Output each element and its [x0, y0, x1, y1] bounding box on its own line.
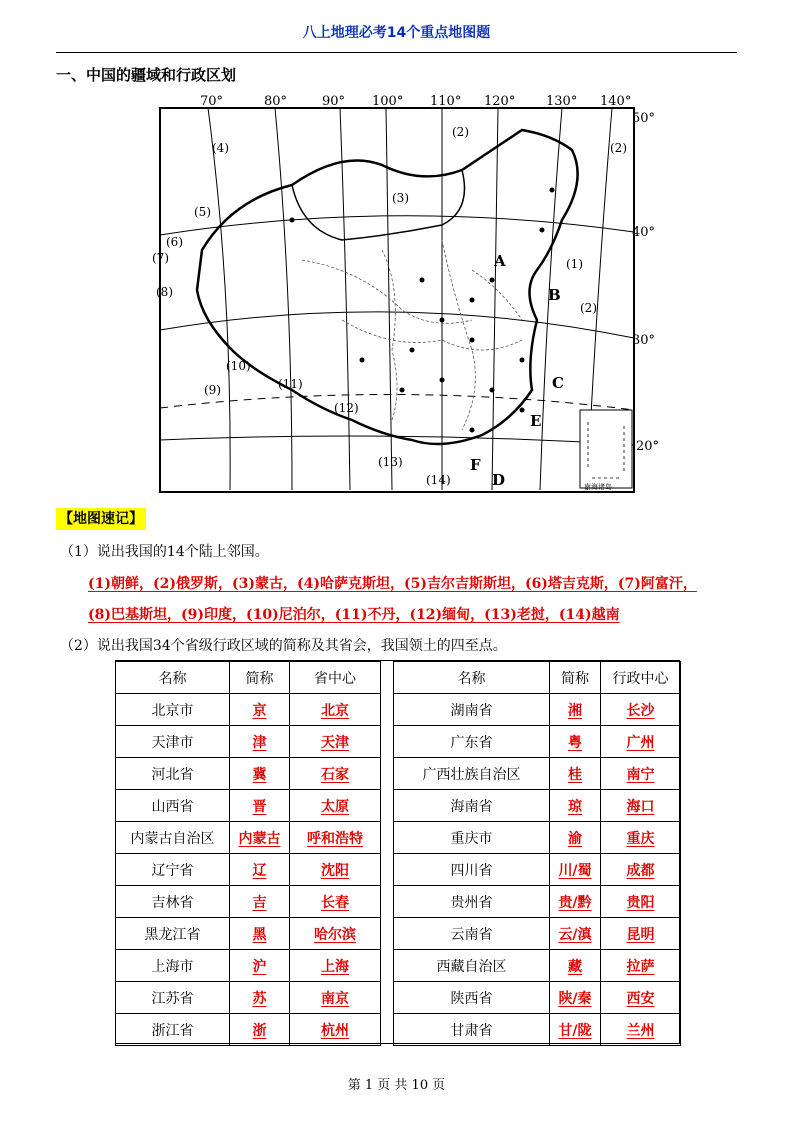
header-rule	[56, 52, 737, 53]
capital-answer: 广州	[626, 734, 655, 751]
neighbor-marker: (5)	[194, 205, 211, 219]
answer-1-line-1: (1)朝鲜，(2)俄罗斯，(3)蒙古，(4)哈萨克斯坦，(5)吉尔吉斯斯坦，(6)塔吉克斯，(7)阿富汗，	[88, 576, 697, 592]
capital-answer: 呼和浩特	[307, 830, 363, 847]
table-row	[116, 982, 381, 1014]
neighbor-marker: (9)	[204, 383, 221, 397]
neighbor-marker: (1)	[566, 257, 583, 271]
neighbor-marker: (2)	[452, 125, 469, 139]
capital-cell	[601, 918, 681, 950]
province-name-cell: 黑龙江省	[116, 918, 230, 950]
abbreviation-answer: 桂	[568, 766, 582, 783]
table-row	[116, 726, 381, 758]
abbreviation-answer: 黑	[252, 926, 267, 943]
abbreviation-answer: 吉	[252, 894, 267, 911]
province-name-cell: 广西壮族自治区	[394, 758, 550, 790]
abbreviation-answer: 晋	[252, 798, 267, 815]
capital-cell	[601, 950, 681, 982]
abbreviation-answer: 沪	[252, 958, 267, 975]
lon-label: 70°	[200, 94, 224, 109]
province-table-left	[115, 661, 381, 1046]
province-table	[115, 660, 680, 1044]
abbreviation-cell	[230, 854, 290, 886]
capital-answer: 拉萨	[626, 958, 655, 975]
table-row	[116, 1014, 381, 1046]
abbreviation-cell	[230, 918, 290, 950]
table-row	[394, 918, 681, 950]
table-row	[394, 790, 681, 822]
abbreviation-answer: 渝	[568, 830, 582, 847]
table-row	[394, 950, 681, 982]
province-name-cell: 浙江省	[116, 1014, 230, 1046]
capital-cell	[290, 982, 381, 1014]
capital-cell	[290, 758, 381, 790]
capital-cell	[601, 726, 681, 758]
capital-answer: 重庆	[626, 830, 655, 847]
capital-answer: 南京	[321, 990, 349, 1007]
table-row	[116, 790, 381, 822]
lon-label: 140°	[600, 94, 632, 109]
abbreviation-cell	[230, 1014, 290, 1046]
capital-answer: 哈尔滨	[314, 926, 356, 943]
answer-1-line-2: (8)巴基斯坦，(9)印度，(10)尼泊尔，(11)不丹，(12)缅甸，(13)老挝，(14)越南	[88, 607, 620, 623]
neighbor-marker: (14)	[426, 473, 451, 487]
table-row	[394, 982, 681, 1014]
abbreviation-cell	[550, 758, 601, 790]
table-header-row	[116, 662, 381, 694]
lon-label: 100°	[372, 94, 404, 109]
table-row	[394, 1014, 681, 1046]
table-row	[394, 854, 681, 886]
capital-answer: 杭州	[321, 1022, 349, 1039]
abbreviation-answer: 粤	[568, 734, 582, 751]
capital-cell	[601, 790, 681, 822]
column-header: 行政中心	[601, 662, 681, 694]
abbreviation-answer: 辽	[252, 862, 267, 879]
capital-answer: 兰州	[626, 1022, 655, 1039]
table-row	[116, 950, 381, 982]
province-name-cell: 辽宁省	[116, 854, 230, 886]
capital-answer: 太原	[321, 798, 349, 815]
capital-answer: 长春	[321, 894, 349, 911]
quicknote-tag: 【地图速记】	[56, 508, 146, 530]
column-header: 省中心	[290, 662, 381, 694]
capital-cell	[290, 790, 381, 822]
abbreviation-answer: 津	[252, 734, 267, 751]
table-header-row	[394, 662, 681, 694]
capital-cell	[601, 886, 681, 918]
neighbor-marker: (3)	[392, 191, 409, 205]
neighbor-marker: (8)	[156, 285, 173, 299]
china-map	[142, 90, 660, 496]
abbreviation-cell	[550, 822, 601, 854]
section-title: 一、中国的疆域和行政区划	[56, 66, 237, 84]
lat-label: 50°	[632, 111, 656, 126]
province-name-cell: 四川省	[394, 854, 550, 886]
province-name-cell: 广东省	[394, 726, 550, 758]
capital-cell	[601, 758, 681, 790]
abbreviation-answer: 贵/黔	[558, 894, 592, 911]
table-row	[394, 886, 681, 918]
abbreviation-answer: 藏	[568, 958, 582, 975]
abbreviation-cell	[230, 822, 290, 854]
neighbor-marker: (11)	[278, 377, 303, 391]
abbreviation-answer: 陕/秦	[558, 990, 592, 1007]
abbreviation-cell	[230, 758, 290, 790]
capital-cell	[290, 950, 381, 982]
capital-cell	[290, 694, 381, 726]
question-1: （1）说出我国的14个陆上邻国。	[60, 544, 269, 560]
lon-label: 80°	[264, 94, 288, 109]
neighbor-marker: (6)	[166, 235, 183, 249]
abbreviation-answer: 苏	[252, 990, 267, 1007]
abbreviation-cell	[550, 886, 601, 918]
abbreviation-answer: 内蒙古	[238, 830, 281, 847]
abbreviation-cell	[550, 982, 601, 1014]
province-name-cell: 河北省	[116, 758, 230, 790]
lat-label: 40°	[632, 225, 656, 240]
abbreviation-cell	[230, 982, 290, 1014]
capital-cell	[290, 918, 381, 950]
capital-cell	[601, 1014, 681, 1046]
province-name-cell: 西藏自治区	[394, 950, 550, 982]
province-name-cell: 贵州省	[394, 886, 550, 918]
neighbor-marker: (2)	[580, 301, 597, 315]
abbreviation-answer: 冀	[252, 766, 267, 783]
table-row	[394, 726, 681, 758]
inset-label: 南海诸岛	[584, 483, 612, 491]
neighbor-marker: (10)	[226, 359, 251, 373]
abbreviation-cell	[550, 726, 601, 758]
abbreviation-cell	[550, 694, 601, 726]
capital-answer: 天津	[321, 734, 349, 751]
province-name-cell: 山西省	[116, 790, 230, 822]
province-name-cell: 海南省	[394, 790, 550, 822]
sea-label: D	[492, 471, 506, 489]
capital-answer: 上海	[321, 958, 349, 975]
sea-label: B	[548, 286, 561, 304]
province-name-cell: 上海市	[116, 950, 230, 982]
abbreviation-cell	[230, 694, 290, 726]
abbreviation-answer: 川/蜀	[558, 862, 592, 879]
sea-label: C	[552, 374, 564, 392]
capital-answer: 西安	[626, 990, 655, 1007]
lat-label: 20°	[636, 439, 660, 454]
table-row	[116, 886, 381, 918]
lon-label: 130°	[546, 94, 578, 109]
abbreviation-cell	[230, 726, 290, 758]
province-name-cell: 湖南省	[394, 694, 550, 726]
table-row	[116, 854, 381, 886]
table-row	[116, 694, 381, 726]
capital-answer: 昆明	[626, 926, 655, 943]
abbreviation-answer: 云/滇	[558, 926, 592, 943]
capital-cell	[290, 886, 381, 918]
abbreviation-cell	[230, 886, 290, 918]
capital-cell	[290, 822, 381, 854]
sea-label: A	[494, 252, 506, 270]
abbreviation-cell	[550, 950, 601, 982]
province-name-cell: 陕西省	[394, 982, 550, 1014]
page-footer: 第 1 页 共 10 页	[347, 1078, 446, 1093]
capital-answer: 长沙	[626, 702, 655, 719]
column-header: 名称	[394, 662, 550, 694]
province-name-cell: 内蒙古自治区	[116, 822, 230, 854]
lon-label: 120°	[484, 94, 516, 109]
capital-answer: 贵阳	[626, 894, 655, 911]
column-header: 名称	[116, 662, 230, 694]
neighbor-marker: (2)	[610, 141, 627, 155]
capital-cell	[601, 854, 681, 886]
abbreviation-answer: 湘	[568, 702, 582, 719]
abbreviation-cell	[550, 1014, 601, 1046]
lon-label: 90°	[322, 94, 346, 109]
abbreviation-answer: 甘/陇	[558, 1022, 592, 1039]
table-row	[116, 918, 381, 950]
table-row	[394, 694, 681, 726]
capital-cell	[290, 1014, 381, 1046]
capital-answer: 沈阳	[321, 862, 349, 879]
neighbor-marker: (7)	[152, 251, 169, 265]
sea-label: F	[470, 456, 481, 474]
table-row	[394, 758, 681, 790]
column-header: 简称	[550, 662, 601, 694]
province-name-cell: 吉林省	[116, 886, 230, 918]
table-row	[394, 822, 681, 854]
abbreviation-answer: 琼	[568, 798, 582, 815]
abbreviation-cell	[550, 918, 601, 950]
page-header: 八上地理必考14个重点地图题	[302, 25, 491, 41]
capital-cell	[290, 726, 381, 758]
lat-label: 30°	[632, 333, 656, 348]
neighbor-marker: (4)	[212, 141, 229, 155]
column-header: 简称	[230, 662, 290, 694]
neighbor-marker: (13)	[378, 455, 403, 469]
province-name-cell: 江苏省	[116, 982, 230, 1014]
neighbor-marker: (12)	[334, 401, 359, 415]
capital-answer: 海口	[626, 798, 655, 815]
province-name-cell: 重庆市	[394, 822, 550, 854]
abbreviation-cell	[550, 790, 601, 822]
abbreviation-answer: 京	[252, 702, 267, 719]
capital-cell	[290, 854, 381, 886]
province-name-cell: 天津市	[116, 726, 230, 758]
capital-answer: 成都	[626, 862, 655, 879]
province-name-cell: 北京市	[116, 694, 230, 726]
capital-cell	[601, 694, 681, 726]
province-name-cell: 云南省	[394, 918, 550, 950]
province-name-cell: 甘肃省	[394, 1014, 550, 1046]
province-table-right	[393, 661, 681, 1046]
table-row	[116, 822, 381, 854]
capital-cell	[601, 822, 681, 854]
table-row	[116, 758, 381, 790]
abbreviation-cell	[230, 790, 290, 822]
abbreviation-cell	[550, 854, 601, 886]
abbreviation-answer: 浙	[252, 1022, 267, 1039]
capital-cell	[601, 982, 681, 1014]
capital-answer: 石家	[321, 766, 349, 783]
capital-answer: 北京	[321, 702, 349, 719]
sea-label: E	[530, 412, 542, 430]
capital-answer: 南宁	[626, 766, 655, 783]
abbreviation-cell	[230, 950, 290, 982]
lon-label: 110°	[430, 94, 462, 109]
question-2: （2）说出我国34个省级行政区域的简称及其省会，我国领土的四至点。	[60, 638, 507, 654]
